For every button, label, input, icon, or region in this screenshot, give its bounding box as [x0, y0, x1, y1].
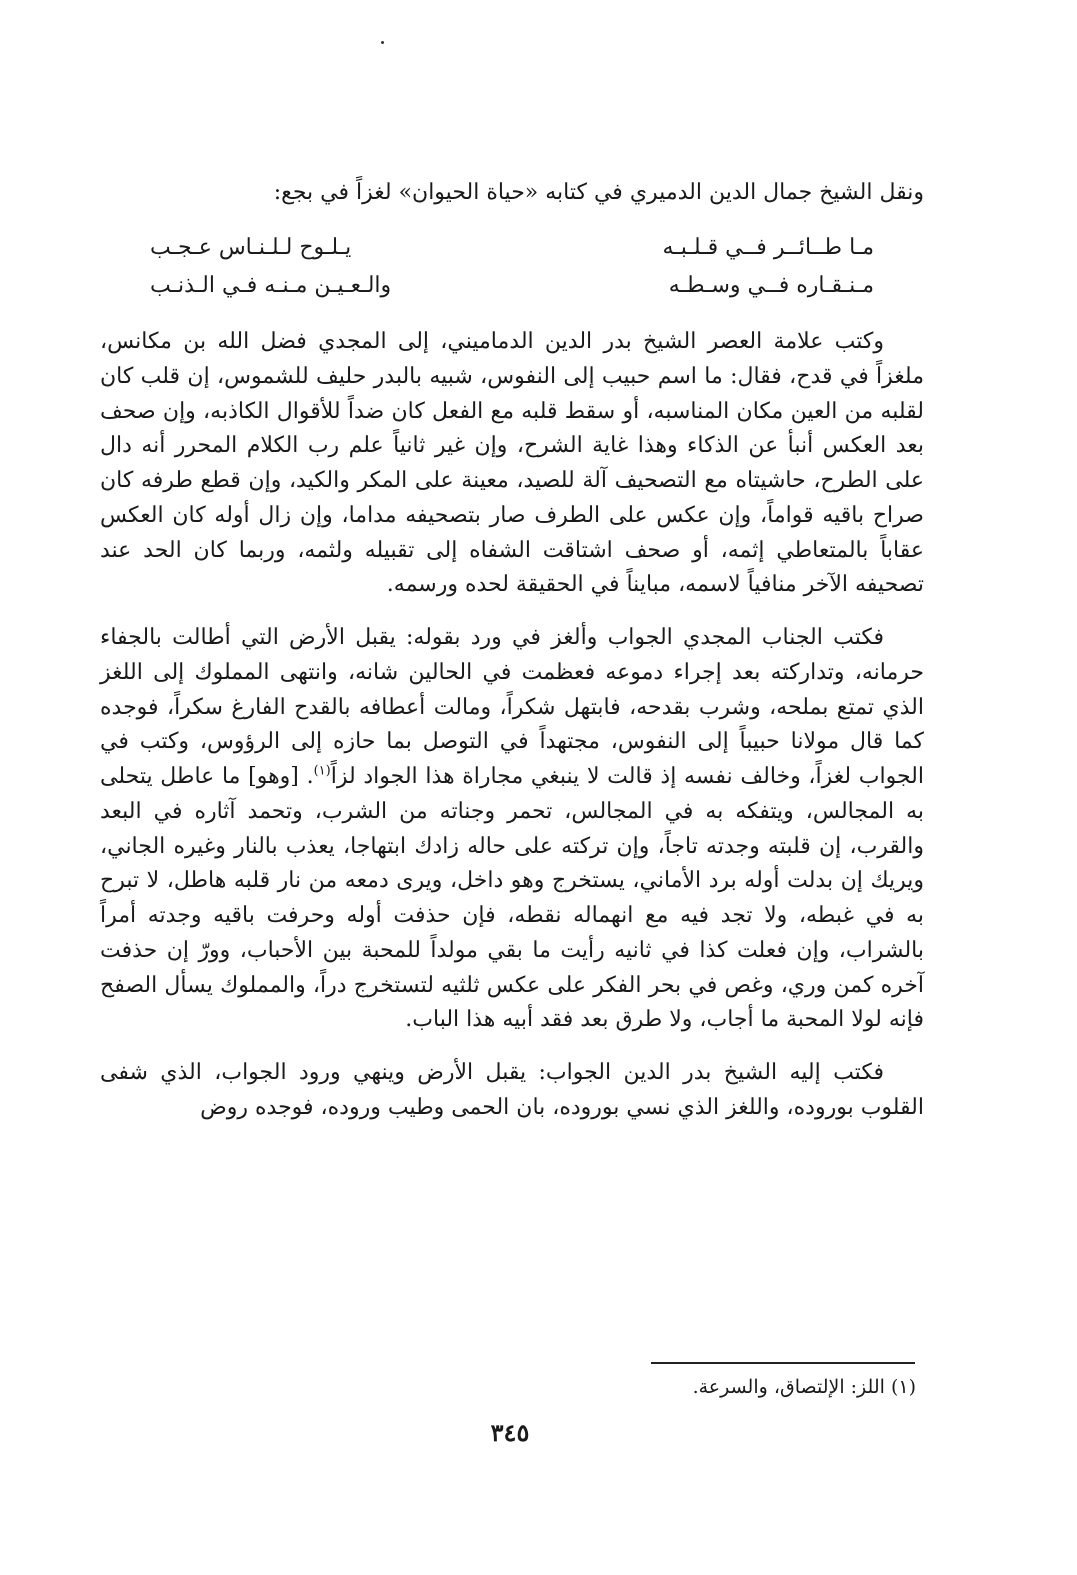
intro-text: ونقل الشيخ جمال الدين الدميري في كتابه «حياة الحيوان» لغزاً في بجع:: [273, 180, 924, 205]
poem-line: [150, 266, 874, 304]
paragraph-text: فكتب الجناب المجدي الجواب وألغز في ورد بقوله: يقبل الأرض التي أطالت بالجفاء حرمانه، وتداركته بعد إجراء دموعه فعظمت في الحالين شانه، وانتهى المملوك إلى اللغز الذي تمتع بملحه، وشرب بقدحه، فابتهل شكراً، ومالت أعطافه بالقدح الفارغ سكراً، فوجده كما قال مولانا حبيباً إلى النفوس، مجتهداً في التوصل بما حازه إلى الرؤوس، وكتب في الجواب لغزاً، وخالف نفسه إذ قالت لا ينبغي مجاراة هذا الجواد لزاً: [100, 625, 924, 789]
printing-speck: [381, 41, 384, 44]
body-text: [100, 325, 924, 1144]
paragraph-text: [وهو] ما عاطل يتحلى به المجالس، ويتفكه به في المجالس، تحمر وجناته من الشرب، وتحمد آثاره في البعد والقرب، إن قلبته وجدته تاجاً، وإن تركته على حاله زادك ابتهاجا، يعذب بالنار وغيره الجاني، ويريك إن بدلت أوله برد الأماني، يستخرج وهو داخل، ويرى دمعه من نار قلبه هاطل، لا تبرح به في غبطه، ولا تجد فيه مع انهماله نقطه، فإن حذفت أوله وحرفت باقيه وجدته أمراً بالشراب، وإن فعلت كذا في ثانيه رأيت ما بقي مولداً للمحبة بين الأحباب، وورّ إن حذفت آخره كمن وري، وغص في بحر الفكر على عكس ثلثيه لتستخرج دراً، والمملوك يسأل الصفح فإنه لولا المحبة ما أجاب، ولا طرق بعد فقد أبيه هذا الباب.: [100, 764, 924, 1033]
poem-hemistich-left: والـعـيـن مـنـه فـي الـذنـب: [150, 272, 392, 298]
paragraph: وكتب علامة العصر الشيخ بدر الدين الدماميني، إلى المجدي فضل الله بن مكانس، ملغزاً في قدح، فقال: ما اسم حبيب إلى النفوس، شبيه بالبدر حليف للشموس، إن قلب كان لقلبه من العين مكان المناسبه، أو سقط قلبه مع الفعل كان ضداً للأقوال الكاذبه، وإن صحف بعد العكس أنبأ عن الذكاء وهذا غاية الشرح، وإن غير ثانياً علم رب الكلام المحرر أنه دال على الطرح، حاشيتاه مع التصحيف آلة للصيد، معينة على المكر والكيد، وإن قطع طرفه كان صراح باقيه قواماً، وإن عكس على الطرف صار بتصحيفه مداما، وإن زال أوله كان العكس عقاباً بالمتعاطي إثمه، أو صحف اشتاقت الشفاه إلى تقبيله ولثمه، وربما كان الحد عند تصحيفه الآخر منافياً لاسمه، مبايناً في الحقيقة لحده ورسمه.: [100, 329, 924, 598]
poem-hemistich-right: مـا طــائــر فــي قـلـبـه: [662, 234, 874, 260]
footnote-divider: [651, 1362, 915, 1364]
poem: [150, 228, 874, 304]
poem-hemistich-right: مـنـقـاره فــي وسـطـه: [668, 272, 874, 298]
footnote: (١) اللز: الإلتصاق، والسرعة.: [692, 1376, 916, 1398]
paragraph: فكتب إليه الشيخ بدر الدين الجواب: يقبل الأرض وينهي ورود الجواب، الذي شفى القلوب بوروده، واللغز الذي نسي بوروده، بان الحمى وطيب وروده، فوجده روض: [100, 1060, 924, 1120]
page-number: ٣٤٥: [490, 1418, 530, 1447]
intro-line: [100, 176, 924, 209]
footnote-reference: (١): [313, 763, 331, 779]
poem-line: [150, 228, 874, 266]
paragraph: فكتب الجناب المجدي الجواب وألغز في ورد بقوله: يقبل الأرض التي أطالت بالجفاء حرمانه، وتداركته بعد إجراء دموعه فعظمت في الحالين شانه، وانتهى المملوك إلى اللغز الذي تمتع بملحه، وشرب بقدحه، فابتهل شكراً، ومالت أعطافه بالقدح الفارغ سكراً، فوجده كما قال مولانا حبيباً إلى النفوس، مجتهداً في التوصل بما حازه إلى الرؤوس، وكتب في الجواب لغزاً، وخالف نفسه إذ قالت لا ينبغي مجاراة هذا الجواد لزاً$^{(١)}$. [وهو] ما عاطل يتحلى به المجالس، ويتفكه به في المجالس، تحمر وجناته من الشرب، وتحمد آثاره في البعد والقرب، إن قلبته وجدته تاجاً، وإن تركته على حاله زادك ابتهاجا، يعذب بالنار وغيره الجاني، ويريك إن بدلت أوله برد الأماني، يستخرج وهو داخل، ويرى دمعه من نار قلبه هاطل، لا تبرح به في غبطه، ولا تجد فيه مع انهماله نقطه، فإن حذفت أوله وحرفت باقيه وجدته أمراً بالشراب، وإن فعلت كذا في ثانيه رأيت ما بقي مولداً للمحبة بين الأحباب، وورّ إن حذفت آخره كمن وري، وغص في بحر الفكر على عكس ثلثيه لتستخرج دراً، والمملوك يسأل الصفح فإنه لولا المحبة ما أجاب، ولا طرق بعد فقد أبيه هذا الباب.: [100, 625, 924, 1033]
poem-hemistich-left: يـلـوح لـلـنـاس عـجـب: [150, 234, 352, 260]
